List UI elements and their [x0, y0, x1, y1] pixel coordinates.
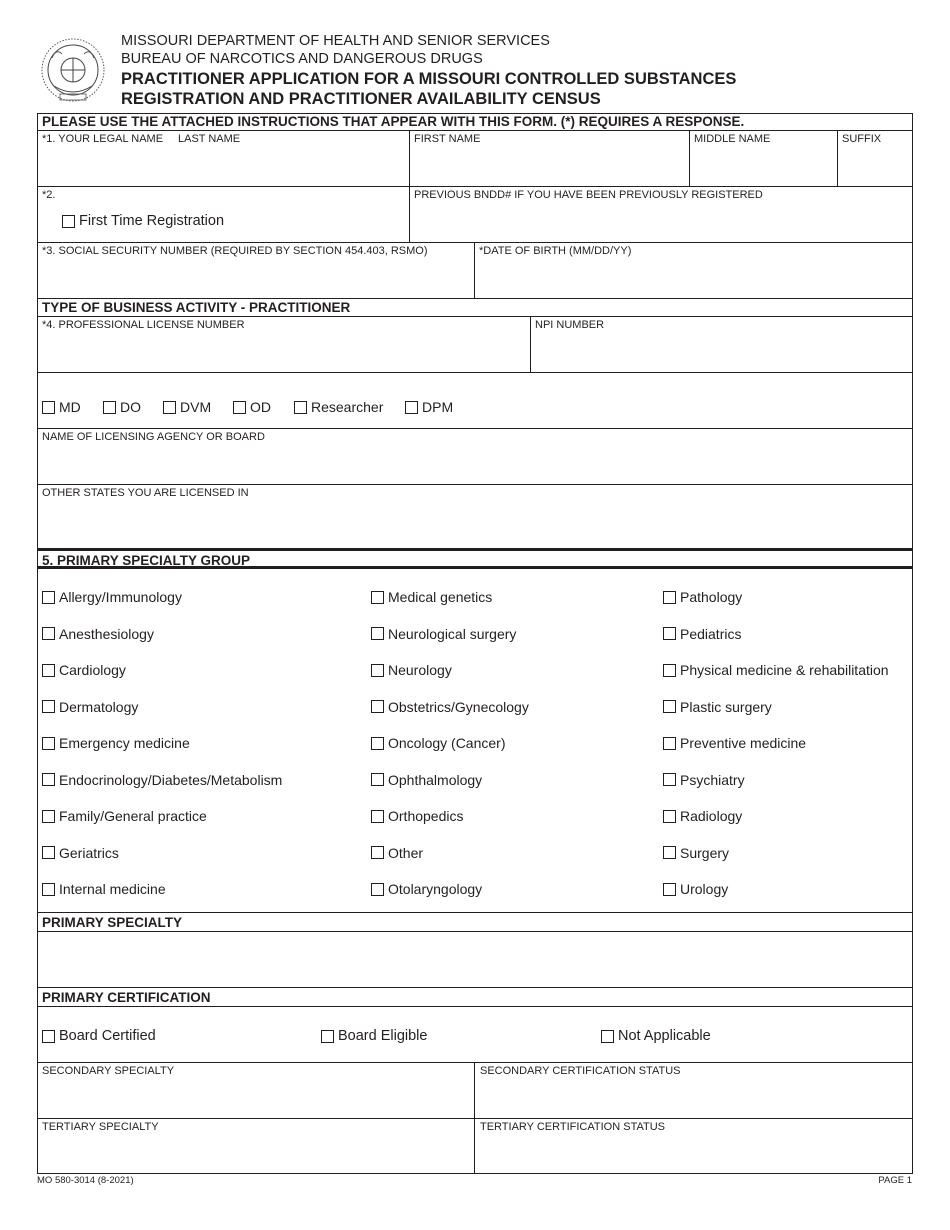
middle-name-input[interactable] — [694, 152, 836, 182]
specialty-label: Orthopedics — [388, 808, 464, 824]
state-seal-icon — [40, 36, 106, 108]
specialty-checkbox[interactable] — [371, 699, 529, 715]
checkbox-box[interactable] — [42, 846, 55, 859]
checkbox-box[interactable] — [663, 700, 676, 713]
checkbox-box[interactable] — [42, 1030, 55, 1043]
checkbox-box[interactable] — [663, 810, 676, 823]
specialty-label: Internal medicine — [59, 881, 166, 897]
specialty-label: Dermatology — [59, 698, 139, 715]
dob-input[interactable] — [479, 264, 908, 294]
npi-number-input[interactable] — [535, 338, 909, 368]
license-number-input[interactable] — [42, 338, 526, 368]
checkbox-box[interactable] — [233, 401, 246, 414]
type-researcher-checkbox[interactable] — [294, 399, 383, 415]
checkbox-box[interactable] — [42, 664, 55, 677]
primary-certification-heading: PRIMARY CERTIFICATION — [42, 990, 211, 1005]
first-time-registration-checkbox[interactable] — [62, 213, 224, 229]
middle-name-label: MIDDLE NAME — [694, 133, 771, 145]
department-name: MISSOURI DEPARTMENT OF HEALTH AND SENIOR SERVICES — [121, 33, 550, 49]
specialty-label: Emergency medicine — [59, 735, 190, 751]
specialty-checkbox[interactable] — [663, 772, 745, 788]
checkbox-box[interactable] — [42, 591, 55, 604]
dob-label: *DATE OF BIRTH (MM/DD/YY) — [479, 245, 632, 257]
item-2-label: *2. — [42, 189, 56, 201]
checkbox-box[interactable] — [371, 846, 384, 859]
type-od-checkbox[interactable] — [233, 399, 271, 415]
specialty-checkbox[interactable] — [371, 662, 452, 678]
specialty-label: Obstetrics/Gynecology — [388, 698, 529, 715]
type-dvm-label: DVM — [180, 399, 212, 415]
specialty-label: Neurology — [388, 662, 452, 678]
specialty-label: Anesthesiology — [59, 625, 154, 642]
type-od-label: OD — [250, 399, 271, 415]
checkbox-box[interactable] — [371, 664, 384, 677]
other-states-input[interactable] — [42, 508, 906, 540]
secondary-specialty-label: SECONDARY SPECIALTY — [42, 1065, 175, 1077]
type-dvm-checkbox[interactable] — [163, 399, 211, 415]
checkbox-box[interactable] — [42, 810, 55, 823]
specialty-checkbox[interactable] — [371, 735, 506, 751]
checkbox-box[interactable] — [663, 664, 676, 677]
specialty-checkbox[interactable] — [42, 699, 138, 715]
board-certified-label: Board Certified — [59, 1028, 156, 1044]
business-activity-heading: TYPE OF BUSINESS ACTIVITY - PRACTITIONER — [42, 300, 351, 315]
checkbox-box[interactable] — [663, 737, 676, 750]
specialty-checkbox[interactable] — [371, 808, 463, 824]
checkbox-box[interactable] — [371, 700, 384, 713]
checkbox-box[interactable] — [663, 773, 676, 786]
first-name-input[interactable] — [414, 152, 686, 182]
specialty-checkbox[interactable] — [42, 735, 190, 751]
specialty-label: Allergy/Immunology — [59, 589, 182, 605]
specialty-checkbox[interactable] — [42, 845, 119, 861]
first-time-registration-label: First Time Registration — [79, 213, 225, 229]
specialty-checkbox[interactable] — [42, 662, 126, 678]
specialty-checkbox[interactable] — [663, 589, 742, 605]
specialty-label: Urology — [680, 881, 729, 897]
other-states-label: OTHER STATES YOU ARE LICENSED IN — [42, 487, 249, 499]
checkbox-box[interactable] — [663, 846, 676, 859]
secondary-certification-status-label: SECONDARY CERTIFICATION STATUS — [480, 1065, 681, 1077]
previous-bndd-label: PREVIOUS BNDD# IF YOU HAVE BEEN PREVIOUSLY REGISTERED — [414, 189, 763, 201]
checkbox-box[interactable] — [371, 627, 384, 640]
specialty-group-heading: 5. PRIMARY SPECIALTY GROUP — [42, 553, 251, 568]
specialty-label: Psychiatry — [680, 771, 745, 788]
not-applicable-checkbox[interactable] — [601, 1028, 711, 1044]
last-name-input[interactable] — [42, 152, 406, 182]
tertiary-specialty-input[interactable] — [42, 1140, 471, 1170]
form-title-line2: REGISTRATION AND PRACTITIONER AVAILABILITY CENSUS — [121, 90, 601, 108]
checkbox-box[interactable] — [405, 401, 418, 414]
ssn-label: *3. SOCIAL SECURITY NUMBER (REQUIRED BY SECTION 454.403, RSMO) — [42, 245, 428, 257]
type-md-checkbox[interactable] — [42, 399, 81, 415]
specialty-label: Ophthalmology — [388, 771, 483, 788]
primary-specialty-input[interactable] — [42, 940, 906, 978]
previous-bndd-input[interactable] — [414, 208, 908, 238]
specialty-checkbox[interactable] — [371, 589, 492, 605]
licensing-agency-input[interactable] — [42, 450, 906, 480]
specialty-checkbox[interactable] — [42, 881, 166, 897]
not-applicable-label: Not Applicable — [618, 1028, 711, 1044]
specialty-checkbox[interactable] — [663, 626, 741, 642]
specialty-label: Endocrinology/Diabetes/Metabolism — [59, 771, 283, 788]
suffix-input[interactable] — [842, 152, 912, 182]
type-md-label: MD — [59, 399, 81, 415]
board-eligible-label: Board Eligible — [338, 1028, 428, 1044]
specialty-checkbox[interactable] — [42, 772, 282, 788]
type-do-label: DO — [120, 399, 141, 415]
specialty-label: Medical genetics — [388, 589, 493, 605]
secondary-specialty-input[interactable] — [42, 1084, 471, 1114]
page-number: PAGE 1 — [878, 1175, 912, 1186]
specialty-checkbox[interactable] — [663, 808, 742, 824]
specialty-checkbox[interactable] — [663, 845, 729, 861]
checkbox-box[interactable] — [42, 737, 55, 750]
tertiary-certification-status-input[interactable] — [480, 1140, 909, 1170]
specialty-checkbox[interactable] — [371, 772, 482, 788]
specialty-checkbox[interactable] — [663, 735, 806, 751]
specialty-checkbox[interactable] — [371, 626, 516, 642]
specialty-checkbox[interactable] — [371, 881, 482, 897]
tertiary-certification-status-label: TERTIARY CERTIFICATION STATUS — [480, 1121, 665, 1133]
checkbox-box[interactable] — [663, 883, 676, 896]
form-number: MO 580-3014 (8-2021) — [37, 1175, 134, 1186]
board-eligible-checkbox[interactable] — [321, 1028, 427, 1044]
licensing-agency-label: NAME OF LICENSING AGENCY OR BOARD — [42, 431, 265, 443]
ssn-input[interactable] — [42, 264, 471, 294]
specialty-label: Neurological surgery — [388, 625, 517, 642]
checkbox-box[interactable] — [42, 627, 55, 640]
checkbox-box[interactable] — [163, 401, 176, 414]
specialty-checkbox[interactable] — [42, 808, 207, 824]
checkbox-box[interactable] — [294, 401, 307, 414]
type-dpm-checkbox[interactable] — [405, 399, 453, 415]
suffix-label: SUFFIX — [842, 133, 882, 145]
type-researcher-label: Researcher — [311, 399, 384, 415]
specialty-label: Pathology — [680, 589, 743, 605]
specialty-label: Plastic surgery — [680, 698, 772, 715]
license-number-label: *4. PROFESSIONAL LICENSE NUMBER — [42, 319, 245, 331]
checkbox-box[interactable] — [42, 883, 55, 896]
checkbox-box[interactable] — [371, 883, 384, 896]
legal-name-label: *1. YOUR LEGAL NAME — [42, 133, 164, 145]
primary-specialty-heading: PRIMARY SPECIALTY — [42, 915, 183, 930]
bureau-name: BUREAU OF NARCOTICS AND DANGEROUS DRUGS — [121, 51, 483, 67]
checkbox-box[interactable] — [321, 1030, 334, 1043]
specialty-label: Cardiology — [59, 662, 126, 678]
checkbox-box[interactable] — [42, 401, 55, 414]
first-name-label: FIRST NAME — [414, 133, 481, 145]
tertiary-specialty-label: TERTIARY SPECIALTY — [42, 1121, 159, 1133]
specialty-checkbox[interactable] — [663, 699, 772, 715]
specialty-checkbox[interactable] — [663, 881, 728, 897]
checkbox-box[interactable] — [663, 627, 676, 640]
checkbox-box[interactable] — [371, 591, 384, 604]
specialty-label: Family/General practice — [59, 808, 207, 824]
checkbox-box[interactable] — [42, 700, 55, 713]
specialty-label: Oncology (Cancer) — [388, 735, 506, 751]
specialty-label: Geriatrics — [59, 844, 119, 861]
type-dpm-label: DPM — [422, 399, 454, 415]
specialty-label: Surgery — [680, 844, 730, 861]
checkbox-box[interactable] — [103, 401, 116, 414]
type-do-checkbox[interactable] — [103, 399, 141, 415]
checkbox-box[interactable] — [663, 591, 676, 604]
checkbox-box[interactable] — [371, 810, 384, 823]
checkbox-box[interactable] — [62, 215, 75, 228]
specialty-label: Pediatrics — [680, 625, 742, 642]
last-name-label: LAST NAME — [178, 133, 241, 145]
board-certified-checkbox[interactable] — [42, 1028, 156, 1044]
specialty-label: Otolaryngology — [388, 881, 483, 897]
checkbox-box[interactable] — [371, 737, 384, 750]
specialty-label: Radiology — [680, 808, 743, 824]
specialty-checkbox[interactable] — [663, 662, 889, 678]
form-title-line1: PRACTITIONER APPLICATION FOR A MISSOURI CONTROLLED SUBSTANCES — [121, 70, 737, 88]
specialty-checkbox[interactable] — [371, 845, 423, 861]
specialty-label: Physical medicine & rehabilitation — [680, 662, 889, 678]
checkbox-box[interactable] — [371, 773, 384, 786]
secondary-certification-status-input[interactable] — [480, 1084, 909, 1114]
specialty-checkbox[interactable] — [42, 626, 154, 642]
checkbox-box[interactable] — [601, 1030, 614, 1043]
specialty-checkbox[interactable] — [42, 589, 182, 605]
specialty-label: Preventive medicine — [680, 735, 807, 751]
checkbox-box[interactable] — [42, 773, 55, 786]
specialty-label: Other — [388, 844, 424, 861]
instructions-banner: PLEASE USE THE ATTACHED INSTRUCTIONS THAT APPEAR WITH THIS FORM. (*) REQUIRES A RESPONSE. — [42, 114, 745, 129]
npi-number-label: NPI NUMBER — [535, 319, 605, 331]
